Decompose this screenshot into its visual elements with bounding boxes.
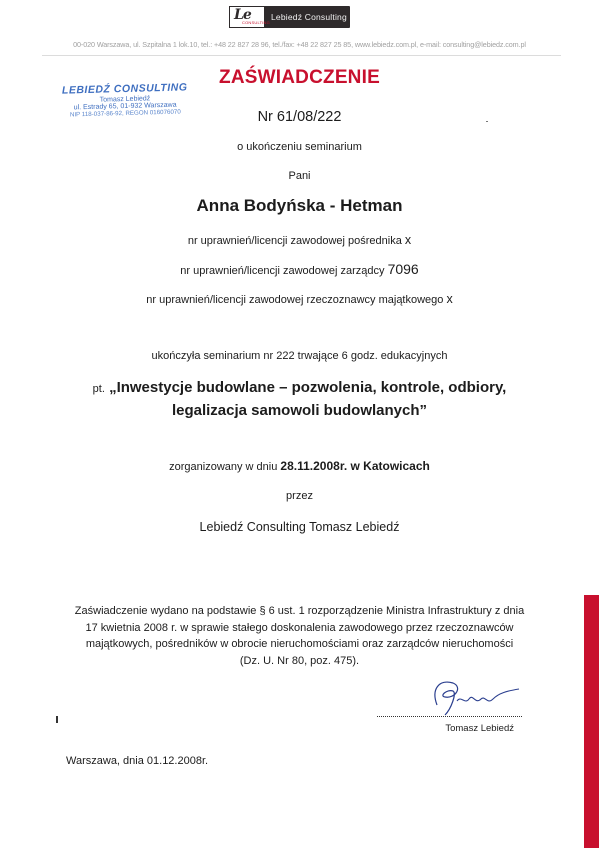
- logo-mark-text: Le: [234, 7, 251, 23]
- signatory-name: Tomasz Lebiedź: [445, 723, 514, 734]
- legal-basis: [0, 603, 599, 669]
- place-and-date: Warszawa, dnia 01.12.2008r.: [66, 755, 209, 767]
- topic-text-1: „Inwestycje budowlane – pozwolenia, kontrole, odbiory,: [109, 379, 507, 396]
- stamp-line-2: Tomasz Lebiedź: [99, 95, 151, 104]
- organized-line: [0, 459, 599, 473]
- header-divider: [42, 55, 561, 56]
- contact-line: 00-020 Warszawa, ul. Szpitalna 1 lok.10, tel.: +48 22 827 28 96, tel./fax: +48 22 827 25 85, www.lebiedz.com.pl, e-mail: consulting@lebiedz.com.pl: [73, 40, 526, 49]
- legal-line: 17 kwietnia 2008 r. w sprawie stałego doskonalenia zawodowego przez rzeczoznawców: [85, 621, 514, 634]
- recipient-name: Anna Bodyńska - Hetman: [196, 196, 403, 215]
- topic-line-1: [0, 377, 599, 400]
- handwritten-signature: [427, 675, 527, 717]
- salutation: Pani: [288, 170, 311, 182]
- license-line-appraiser: [0, 292, 599, 306]
- red-accent-bar: [584, 595, 599, 848]
- certificate-number: Nr 61/08/222: [257, 109, 342, 125]
- company-logo: [229, 6, 350, 28]
- logo-company-name: Lebiedź Consulting: [271, 12, 347, 22]
- organized-date-place: 28.11.2008r. w Katowicach: [280, 459, 430, 473]
- license-label: nr uprawnień/licencji zawodowej pośrednika: [187, 235, 402, 247]
- stamp-line-4: NIP 118-037-86-92, REGON 016076070: [69, 108, 181, 119]
- completion-text: ukończyła seminarium nr 222 trwające 6 godz. edukacyjnych: [151, 350, 448, 362]
- legal-line: Zaświadczenie wydano na podstawie § 6 ust. 1 rozporządzenie Ministra Infrastruktury z dnia: [74, 605, 525, 617]
- license-label: nr uprawnień/licencji zawodowej zarządcy: [180, 265, 385, 277]
- license-value: x: [446, 292, 453, 306]
- license-value: x: [404, 233, 412, 247]
- topic-text-2: legalizacja samowoli budowlanych”: [171, 402, 428, 419]
- license-value: 7096: [387, 261, 419, 277]
- stamp-line-1: LEBIEDŹ CONSULTING: [61, 81, 188, 97]
- by-label: przez: [286, 490, 313, 502]
- certificate-subtitle: o ukończeniu seminarium: [237, 141, 362, 153]
- license-label: nr uprawnień/licencji zawodowej rzeczoznawcy majątkowego: [146, 294, 444, 306]
- topic-prefix: pt.: [92, 383, 105, 395]
- scan-mark: [56, 716, 58, 723]
- seminar-topic: [0, 377, 599, 422]
- signature-line: [377, 716, 522, 717]
- license-line-broker: [0, 233, 599, 247]
- scan-mark: [486, 121, 488, 122]
- organized-prefix: zorganizowany w dniu: [169, 461, 278, 473]
- logo-mark: [229, 6, 270, 28]
- license-line-manager: [0, 261, 599, 277]
- legal-line: (Dz. U. Nr 80, poz. 475).: [239, 654, 360, 667]
- organizer-name: Lebiedź Consulting Tomasz Lebiedź: [199, 520, 400, 534]
- certificate-title: ZAŚWIADCZENIE: [219, 67, 380, 88]
- stamp-line-3: ul. Estrady 65, 01-932 Warszawa: [73, 101, 177, 112]
- legal-line: majątkowych, pośredników w obrocie nieruchomościami oraz zarządców nieruchomości: [85, 638, 514, 650]
- logo-mark-sub: CONSULTING: [242, 20, 270, 25]
